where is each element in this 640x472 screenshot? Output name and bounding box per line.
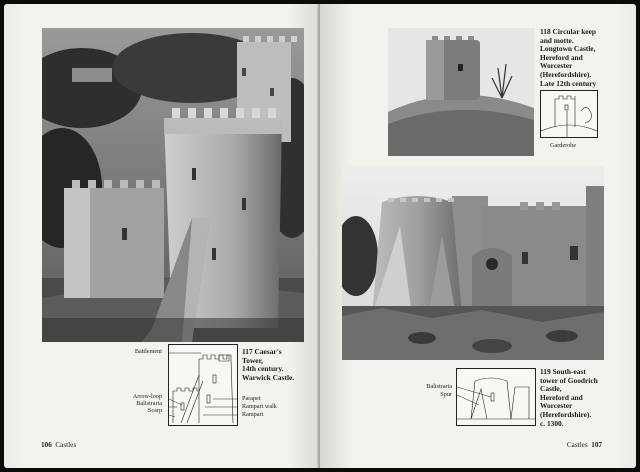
- caption-line: Worcester: [540, 401, 573, 411]
- caption-line: 14th century.: [242, 364, 284, 374]
- diagram-label-battlement: Battlement: [134, 348, 162, 355]
- caption-line: 119 South-east: [540, 367, 586, 376]
- caption-line: tower of Goodrich: [540, 375, 598, 385]
- running-head: Castles: [566, 441, 588, 449]
- caption-line: 117 Caesar's: [242, 347, 282, 356]
- diagram-label-spur: Spur: [440, 391, 452, 398]
- running-head: Castles: [55, 441, 77, 449]
- photo-goodrich-castle: [342, 166, 604, 360]
- caption-line: 118 Circular keep: [540, 27, 596, 36]
- caption-figure-117: [242, 348, 294, 382]
- diagram-goodrich-tower: [456, 368, 536, 426]
- book-spread: [4, 4, 636, 468]
- diagram-label-balistraria: Balistraria: [136, 400, 162, 407]
- diagram-longtown-keep: [540, 90, 598, 138]
- caption-line: Tower,: [242, 355, 264, 365]
- caption-line: (Herefordshire).: [540, 409, 592, 419]
- caption-line: (Herefordshire).: [540, 69, 592, 79]
- caption-line: Warwick Castle.: [242, 372, 295, 382]
- photo-caesars-tower: [42, 28, 304, 342]
- diagram-label-scarp: Scarp: [147, 407, 162, 414]
- left-page: [4, 4, 320, 468]
- diagram-label-balistraria: Balistraria: [426, 383, 452, 390]
- diagram-label-arrow-loop: Arrow-loop: [132, 393, 162, 400]
- diagram-label-parapet: Parapet: [242, 395, 261, 402]
- caption-line: Hereford and: [540, 392, 583, 402]
- caption-line: Longtown Castle,: [540, 44, 596, 54]
- folio-right: [567, 441, 602, 449]
- diagram-label-rampart-walk: Rampart walk: [242, 403, 277, 410]
- caption-figure-118: [540, 28, 596, 88]
- caption-line: Late 12th century: [540, 78, 597, 88]
- caption-line: Castle,: [540, 384, 562, 394]
- folio-left: [41, 441, 76, 449]
- diagram-caesars-tower: [168, 344, 238, 426]
- page-number: 106: [41, 441, 52, 449]
- page-number: 107: [591, 441, 602, 449]
- caption-line: c. 1300.: [540, 418, 564, 428]
- caption-line: Worcester: [540, 61, 573, 71]
- caption-figure-119: [540, 368, 598, 428]
- right-page: [320, 4, 636, 468]
- diagram-label-garderobe: Garderobe: [550, 142, 577, 149]
- diagram-label-rampart: Rampart: [242, 411, 264, 418]
- caption-line: and motte.: [540, 35, 574, 45]
- caption-line: Hereford and: [540, 52, 583, 62]
- photo-longtown-castle: [388, 28, 534, 156]
